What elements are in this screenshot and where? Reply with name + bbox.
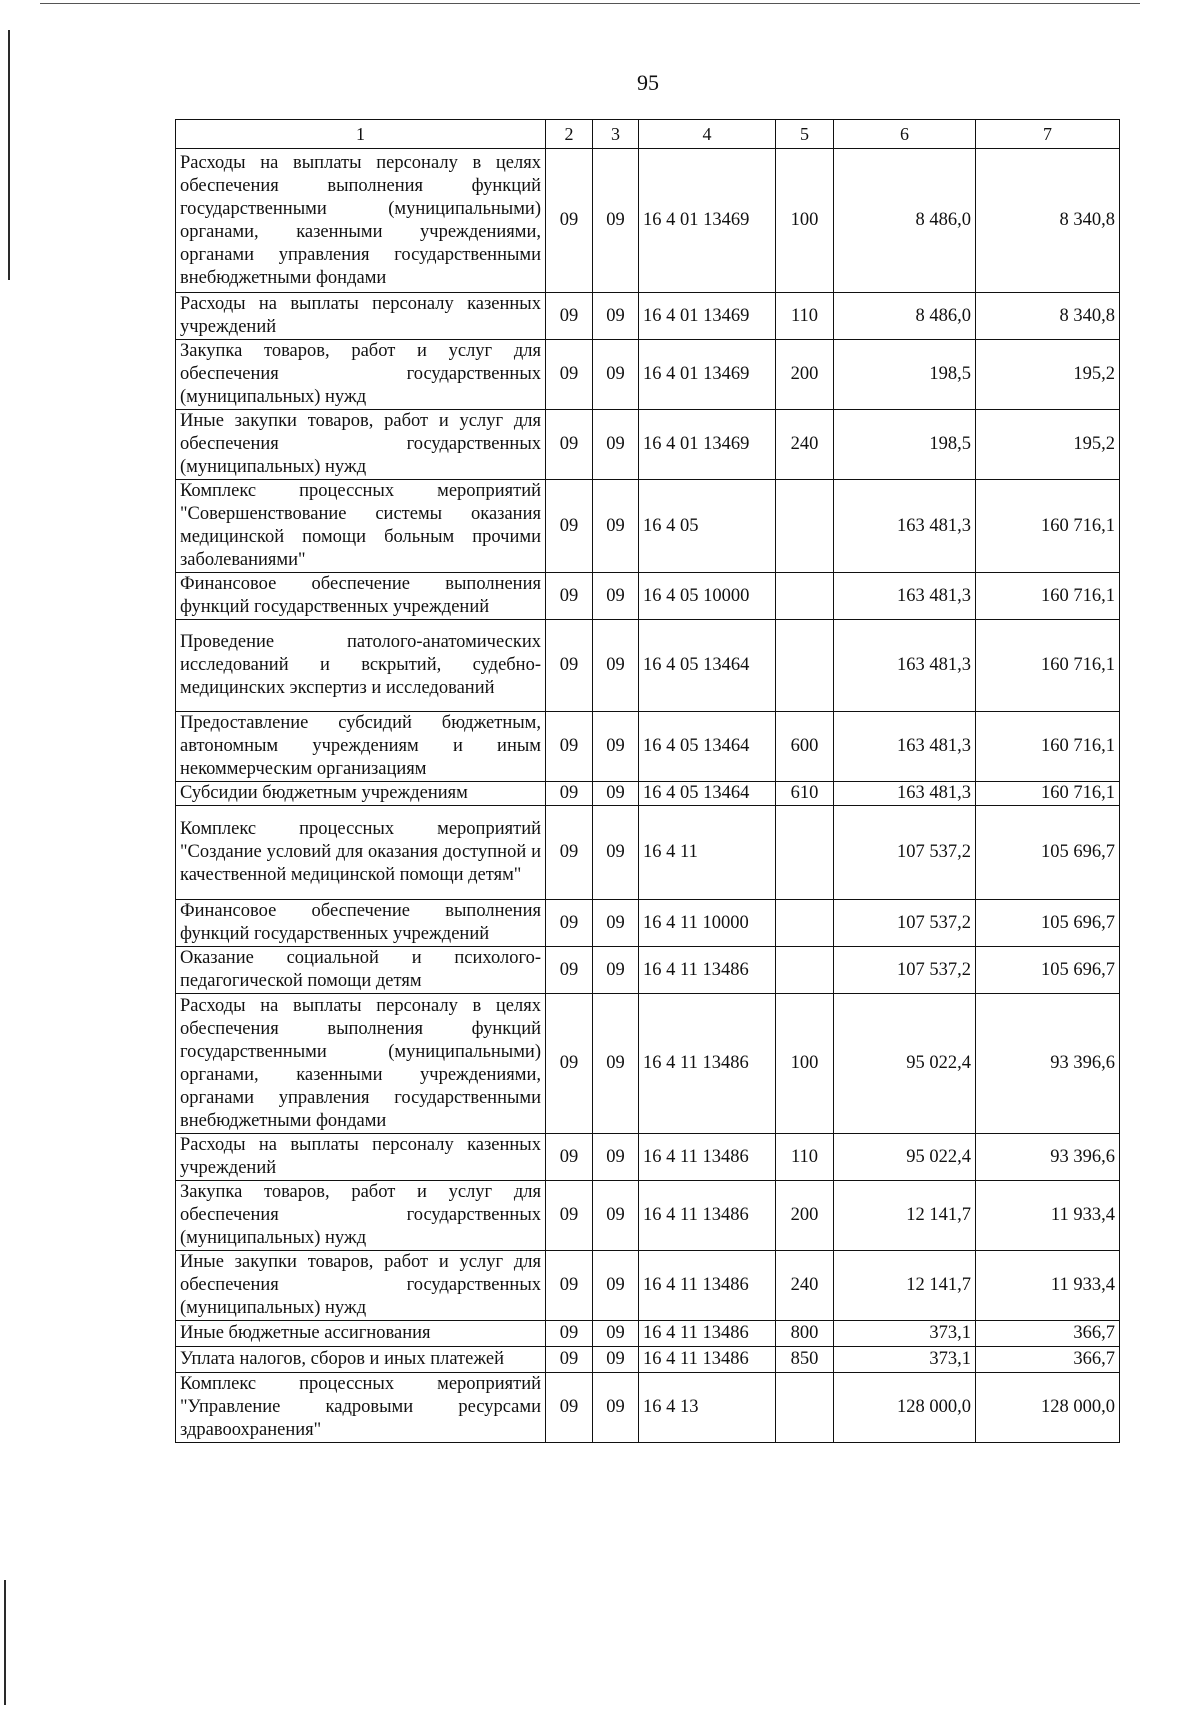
row-subsection: 09 — [593, 340, 639, 410]
row-section: 09 — [546, 1181, 593, 1251]
row-name: Закупка товаров, работ и услуг для обеспечения государственных (муниципальных) нужд — [176, 1181, 546, 1251]
row-expense-type — [776, 620, 834, 712]
row-amount-year2: 93 396,6 — [976, 994, 1120, 1134]
row-expense-type: 600 — [776, 712, 834, 782]
row-target-code: 16 4 11 13486 — [639, 947, 776, 994]
row-subsection: 09 — [593, 293, 639, 340]
table-row — [176, 480, 1120, 573]
row-expense-type: 200 — [776, 340, 834, 410]
row-amount-year1: 373,1 — [834, 1347, 976, 1373]
row-amount-year1: 373,1 — [834, 1321, 976, 1347]
row-expense-type — [776, 480, 834, 573]
scan-edge-top — [40, 3, 1140, 4]
row-section: 09 — [546, 1347, 593, 1373]
row-expense-type: 100 — [776, 149, 834, 293]
row-section: 09 — [546, 1373, 593, 1443]
row-subsection: 09 — [593, 1347, 639, 1373]
row-section: 09 — [546, 293, 593, 340]
row-expense-type — [776, 947, 834, 994]
row-target-code: 16 4 05 — [639, 480, 776, 573]
row-section: 09 — [546, 480, 593, 573]
table-row — [176, 994, 1120, 1134]
row-name: Комплекс процессных мероприятий "Управление кадровыми ресурсами здравоохранения" — [176, 1373, 546, 1443]
row-amount-year2: 105 696,7 — [976, 947, 1120, 994]
row-section: 09 — [546, 782, 593, 806]
row-subsection: 09 — [593, 712, 639, 782]
row-name: Предоставление субсидий бюджетным, автономным учреждениям и иным некоммерческим организациям — [176, 712, 546, 782]
row-name: Оказание социальной и психолого-педагогической помощи детям — [176, 947, 546, 994]
row-target-code: 16 4 01 13469 — [639, 293, 776, 340]
row-amount-year2: 366,7 — [976, 1347, 1120, 1373]
row-expense-type: 240 — [776, 1251, 834, 1321]
table-row — [176, 806, 1120, 900]
row-section: 09 — [546, 1321, 593, 1347]
header-cell: 1 — [176, 120, 546, 149]
row-subsection: 09 — [593, 573, 639, 620]
header-cell: 2 — [546, 120, 593, 149]
row-target-code: 16 4 11 13486 — [639, 1181, 776, 1251]
row-expense-type: 200 — [776, 1181, 834, 1251]
row-target-code: 16 4 11 10000 — [639, 900, 776, 947]
row-amount-year2: 11 933,4 — [976, 1251, 1120, 1321]
table-row — [176, 947, 1120, 994]
row-amount-year2: 160 716,1 — [976, 480, 1120, 573]
row-amount-year1: 107 537,2 — [834, 900, 976, 947]
row-amount-year1: 163 481,3 — [834, 620, 976, 712]
table-row — [176, 340, 1120, 410]
header-cell: 7 — [976, 120, 1120, 149]
row-amount-year2: 160 716,1 — [976, 620, 1120, 712]
row-amount-year2: 160 716,1 — [976, 712, 1120, 782]
row-amount-year1: 8 486,0 — [834, 293, 976, 340]
table-row — [176, 1181, 1120, 1251]
row-name: Расходы на выплаты персоналу казенных учреждений — [176, 1134, 546, 1181]
row-amount-year1: 107 537,2 — [834, 947, 976, 994]
row-amount-year2: 195,2 — [976, 340, 1120, 410]
row-name: Комплекс процессных мероприятий "Совершенствование системы оказания медицинской помощи больным прочими заболеваниями" — [176, 480, 546, 573]
row-name: Иные бюджетные ассигнования — [176, 1321, 546, 1347]
row-section: 09 — [546, 947, 593, 994]
row-amount-year1: 107 537,2 — [834, 806, 976, 900]
table-row — [176, 1251, 1120, 1321]
row-target-code: 16 4 01 13469 — [639, 340, 776, 410]
row-expense-type: 110 — [776, 293, 834, 340]
page-number: 95 — [637, 70, 659, 95]
row-subsection: 09 — [593, 806, 639, 900]
row-subsection: 09 — [593, 994, 639, 1134]
row-target-code: 16 4 05 10000 — [639, 573, 776, 620]
row-expense-type: 610 — [776, 782, 834, 806]
row-target-code: 16 4 11 13486 — [639, 1321, 776, 1347]
row-amount-year1: 95 022,4 — [834, 1134, 976, 1181]
row-target-code: 16 4 05 13464 — [639, 782, 776, 806]
row-expense-type: 100 — [776, 994, 834, 1134]
table-row — [176, 1321, 1120, 1347]
row-amount-year1: 163 481,3 — [834, 480, 976, 573]
row-amount-year2: 160 716,1 — [976, 782, 1120, 806]
table-row — [176, 620, 1120, 712]
row-amount-year2: 11 933,4 — [976, 1181, 1120, 1251]
row-subsection: 09 — [593, 149, 639, 293]
header-cell: 6 — [834, 120, 976, 149]
row-subsection: 09 — [593, 900, 639, 947]
table-row — [176, 900, 1120, 947]
row-amount-year1: 163 481,3 — [834, 573, 976, 620]
row-section: 09 — [546, 573, 593, 620]
row-target-code: 16 4 11 — [639, 806, 776, 900]
row-section: 09 — [546, 1134, 593, 1181]
row-name: Расходы на выплаты персоналу в целях обеспечения выполнения функций государственными (муниципальными) органами, казенными учреждениями, органами управления государственными внебюджетными фондами — [176, 149, 546, 293]
row-section: 09 — [546, 149, 593, 293]
row-expense-type: 110 — [776, 1134, 834, 1181]
row-section: 09 — [546, 806, 593, 900]
row-amount-year2: 105 696,7 — [976, 900, 1120, 947]
row-target-code: 16 4 11 13486 — [639, 1251, 776, 1321]
row-subsection: 09 — [593, 410, 639, 480]
row-amount-year1: 12 141,7 — [834, 1181, 976, 1251]
row-name: Субсидии бюджетным учреждениям — [176, 782, 546, 806]
row-name: Комплекс процессных мероприятий "Создание условий для оказания доступной и качественной медицинской помощи детям" — [176, 806, 546, 900]
row-amount-year2: 8 340,8 — [976, 293, 1120, 340]
row-name: Иные закупки товаров, работ и услуг для обеспечения государственных (муниципальных) нужд — [176, 410, 546, 480]
row-subsection: 09 — [593, 1373, 639, 1443]
row-expense-type — [776, 806, 834, 900]
row-name: Расходы на выплаты персоналу казенных учреждений — [176, 293, 546, 340]
row-amount-year1: 163 481,3 — [834, 782, 976, 806]
budget-table — [175, 119, 1120, 1443]
row-subsection: 09 — [593, 620, 639, 712]
scan-edge-left-top — [8, 30, 10, 280]
row-name: Закупка товаров, работ и услуг для обеспечения государственных (муниципальных) нужд — [176, 340, 546, 410]
row-subsection: 09 — [593, 782, 639, 806]
header-cell: 5 — [776, 120, 834, 149]
row-amount-year1: 8 486,0 — [834, 149, 976, 293]
row-amount-year2: 160 716,1 — [976, 573, 1120, 620]
row-target-code: 16 4 05 13464 — [639, 712, 776, 782]
row-amount-year2: 8 340,8 — [976, 149, 1120, 293]
row-target-code: 16 4 11 13486 — [639, 994, 776, 1134]
row-amount-year2: 105 696,7 — [976, 806, 1120, 900]
row-amount-year2: 128 000,0 — [976, 1373, 1120, 1443]
table-row — [176, 1373, 1120, 1443]
row-subsection: 09 — [593, 1181, 639, 1251]
table-row — [176, 293, 1120, 340]
row-section: 09 — [546, 410, 593, 480]
table-row — [176, 149, 1120, 293]
row-expense-type: 800 — [776, 1321, 834, 1347]
row-name: Уплата налогов, сборов и иных платежей — [176, 1347, 546, 1373]
table-row — [176, 410, 1120, 480]
row-amount-year2: 195,2 — [976, 410, 1120, 480]
table-row — [176, 1134, 1120, 1181]
row-amount-year1: 12 141,7 — [834, 1251, 976, 1321]
row-expense-type — [776, 573, 834, 620]
row-section: 09 — [546, 900, 593, 947]
row-target-code: 16 4 13 — [639, 1373, 776, 1443]
row-amount-year1: 163 481,3 — [834, 712, 976, 782]
table-row — [176, 1347, 1120, 1373]
table-row — [176, 712, 1120, 782]
row-subsection: 09 — [593, 1134, 639, 1181]
row-expense-type — [776, 900, 834, 947]
row-target-code: 16 4 05 13464 — [639, 620, 776, 712]
row-subsection: 09 — [593, 1251, 639, 1321]
header-cell: 3 — [593, 120, 639, 149]
row-target-code: 16 4 01 13469 — [639, 410, 776, 480]
row-amount-year2: 366,7 — [976, 1321, 1120, 1347]
row-expense-type: 240 — [776, 410, 834, 480]
row-section: 09 — [546, 1251, 593, 1321]
row-target-code: 16 4 11 13486 — [639, 1347, 776, 1373]
row-expense-type — [776, 1373, 834, 1443]
row-amount-year1: 128 000,0 — [834, 1373, 976, 1443]
row-target-code: 16 4 01 13469 — [639, 149, 776, 293]
row-section: 09 — [546, 620, 593, 712]
row-subsection: 09 — [593, 947, 639, 994]
row-section: 09 — [546, 340, 593, 410]
row-amount-year1: 198,5 — [834, 410, 976, 480]
row-name: Финансовое обеспечение выполнения функций государственных учреждений — [176, 900, 546, 947]
row-amount-year2: 93 396,6 — [976, 1134, 1120, 1181]
row-subsection: 09 — [593, 1321, 639, 1347]
row-amount-year1: 95 022,4 — [834, 994, 976, 1134]
row-target-code: 16 4 11 13486 — [639, 1134, 776, 1181]
row-subsection: 09 — [593, 480, 639, 573]
table-header-row — [176, 120, 1120, 149]
table-row — [176, 573, 1120, 620]
row-name: Расходы на выплаты персоналу в целях обеспечения выполнения функций государственными (муниципальными) органами, казенными учреждениями, органами управления государственными внебюджетными фондами — [176, 994, 546, 1134]
row-amount-year1: 198,5 — [834, 340, 976, 410]
row-section: 09 — [546, 994, 593, 1134]
row-section: 09 — [546, 712, 593, 782]
row-expense-type: 850 — [776, 1347, 834, 1373]
row-name: Иные закупки товаров, работ и услуг для обеспечения государственных (муниципальных) нужд — [176, 1251, 546, 1321]
row-name: Финансовое обеспечение выполнения функций государственных учреждений — [176, 573, 546, 620]
table-row — [176, 782, 1120, 806]
row-name: Проведение патолого-анатомических исследований и вскрытий, судебно-медицинских экспертиз и исследований — [176, 620, 546, 712]
header-cell: 4 — [639, 120, 776, 149]
scan-edge-left-bottom — [4, 1580, 6, 1705]
